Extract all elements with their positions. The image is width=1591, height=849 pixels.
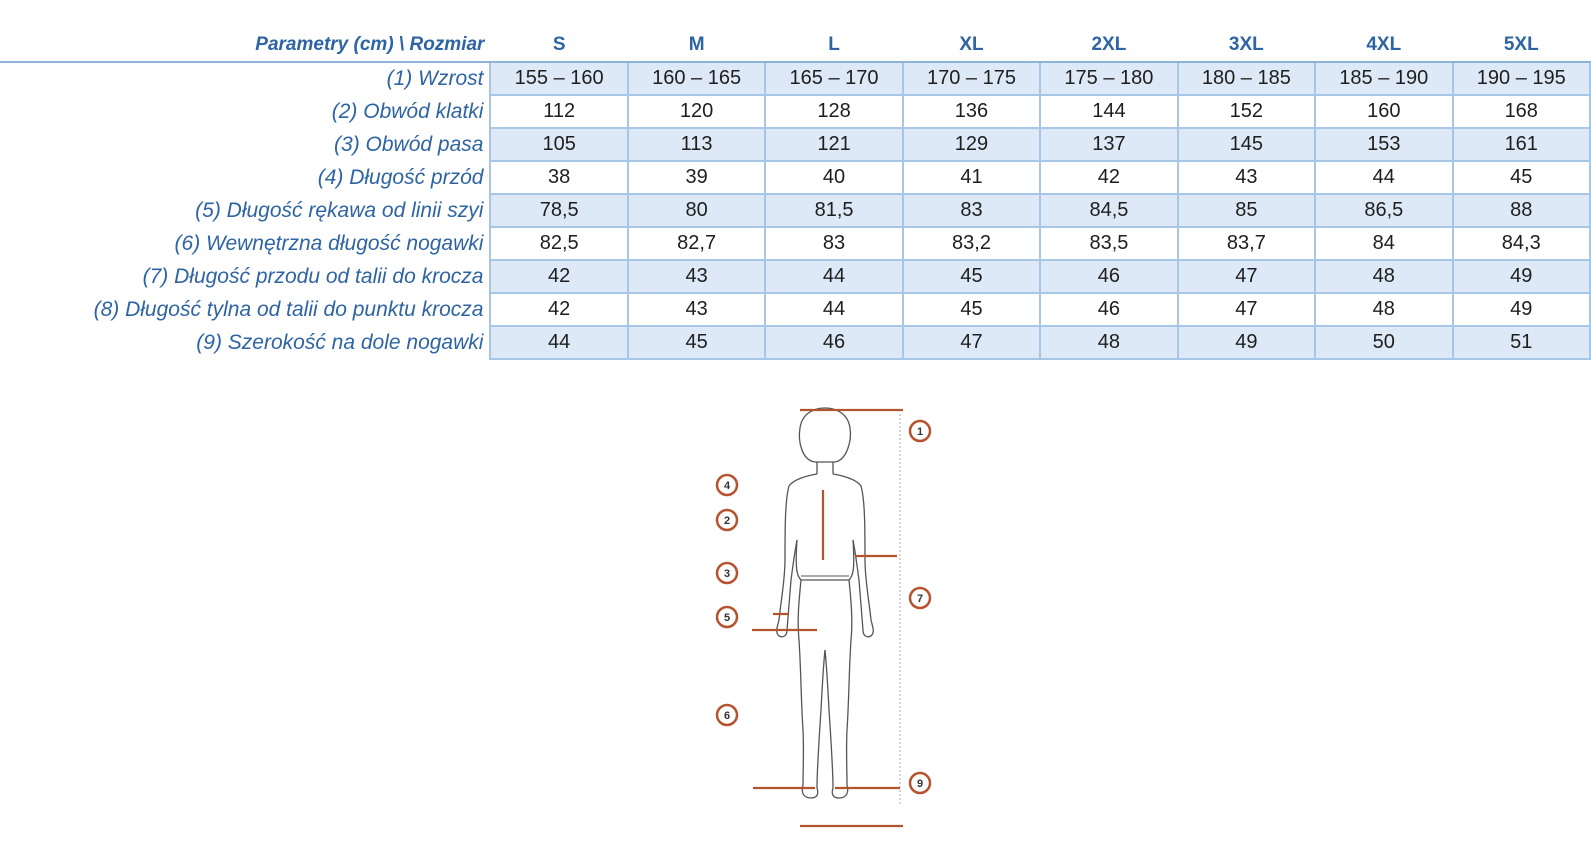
measurement-lines (752, 410, 903, 826)
size-chart (0, 29, 1591, 360)
size-table (0, 29, 1591, 360)
table-cell: 47 (903, 326, 1040, 359)
table-cell: 153 (1315, 128, 1452, 161)
table-row (0, 95, 1590, 128)
table-cell: 84 (1315, 227, 1452, 260)
table-row (0, 62, 1590, 95)
table-cell: 43 (628, 293, 765, 326)
table-cell: 43 (628, 260, 765, 293)
row-label: (3) Obwód pasa (334, 132, 484, 156)
table-cell: 43 (1178, 161, 1315, 194)
table-row (0, 128, 1590, 161)
table-row (0, 260, 1590, 293)
table-cell: 165 – 170 (765, 62, 902, 95)
marker-1 (910, 421, 930, 441)
table-row (0, 194, 1590, 227)
table-cell: 38 (490, 161, 627, 194)
size-header-m: M (628, 29, 765, 62)
table-cell: 144 (1040, 95, 1177, 128)
size-header-5xl: 5XL (1453, 29, 1590, 62)
table-cell: 51 (1453, 326, 1590, 359)
table-cell: 41 (903, 161, 1040, 194)
table-cell: 50 (1315, 326, 1452, 359)
table-cell: 190 – 195 (1453, 62, 1590, 95)
body-measurement-figure (705, 400, 965, 840)
row-label: (2) Obwód klatki (331, 99, 484, 123)
marker-9 (910, 773, 930, 793)
table-cell: 128 (765, 95, 902, 128)
table-cell: 137 (1040, 128, 1177, 161)
table-cell: 129 (903, 128, 1040, 161)
table-cell: 48 (1315, 260, 1452, 293)
table-cell: 120 (628, 95, 765, 128)
table-cell: 44 (490, 326, 627, 359)
table-cell: 48 (1315, 293, 1452, 326)
human-body-outline (777, 408, 874, 798)
table-cell: 160 – 165 (628, 62, 765, 95)
table-cell: 48 (1040, 326, 1177, 359)
table-cell: 46 (765, 326, 902, 359)
table-cell: 44 (1315, 161, 1452, 194)
table-cell: 81,5 (765, 194, 902, 227)
table-cell: 85 (1178, 194, 1315, 227)
size-header-2xl: 2XL (1040, 29, 1177, 62)
marker-1-label: 1 (916, 426, 924, 438)
table-row (0, 227, 1590, 260)
table-cell: 170 – 175 (903, 62, 1040, 95)
row-label: (5) Długość rękawa od linii szyi (195, 198, 484, 222)
table-cell: 49 (1178, 326, 1315, 359)
table-cell: 46 (1040, 293, 1177, 326)
table-cell: 83,5 (1040, 227, 1177, 260)
table-cell: 42 (1040, 161, 1177, 194)
table-row (0, 326, 1590, 359)
table-cell: 42 (490, 260, 627, 293)
table-row (0, 293, 1590, 326)
table-cell: 49 (1453, 293, 1590, 326)
table-cell: 84,3 (1453, 227, 1590, 260)
table-cell: 160 (1315, 95, 1452, 128)
table-cell: 45 (903, 260, 1040, 293)
table-cell: 49 (1453, 260, 1590, 293)
marker-6-label: 6 (723, 710, 731, 722)
table-cell: 45 (903, 293, 1040, 326)
size-header-row (0, 29, 1590, 62)
measurement-markers (717, 421, 930, 793)
table-cell: 47 (1178, 260, 1315, 293)
table-cell: 88 (1453, 194, 1590, 227)
row-label: (9) Szerokość na dole nogawki (196, 330, 484, 354)
row-label: (8) Długość tylna od talii do punktu krocza (93, 297, 484, 321)
marker-2 (717, 510, 737, 530)
table-cell: 136 (903, 95, 1040, 128)
row-label: (7) Długość przodu od talii do krocza (142, 264, 484, 288)
size-header-4xl: 4XL (1315, 29, 1452, 62)
table-cell: 84,5 (1040, 194, 1177, 227)
table-cell: 82,7 (628, 227, 765, 260)
table-cell: 168 (1453, 95, 1590, 128)
marker-6 (717, 705, 737, 725)
table-cell: 80 (628, 194, 765, 227)
table-cell: 152 (1178, 95, 1315, 128)
size-header-s: S (490, 29, 627, 62)
table-cell: 40 (765, 161, 902, 194)
row-label: (4) Długość przód (317, 165, 484, 189)
table-cell: 105 (490, 128, 627, 161)
table-cell: 47 (1178, 293, 1315, 326)
table-cell: 113 (628, 128, 765, 161)
marker-2-label: 2 (723, 515, 731, 527)
marker-4-label: 4 (723, 480, 731, 492)
table-cell: 44 (765, 293, 902, 326)
table-cell: 185 – 190 (1315, 62, 1452, 95)
table-cell: 180 – 185 (1178, 62, 1315, 95)
table-cell: 39 (628, 161, 765, 194)
size-header-3xl: 3XL (1178, 29, 1315, 62)
size-table-body (0, 62, 1590, 359)
table-cell: 145 (1178, 128, 1315, 161)
table-cell: 78,5 (490, 194, 627, 227)
table-header-label: Parametry (cm) \ Rozmiar (0, 29, 490, 62)
table-cell: 86,5 (1315, 194, 1452, 227)
marker-7 (910, 588, 930, 608)
table-cell: 45 (1453, 161, 1590, 194)
marker-5-label: 5 (723, 612, 731, 624)
table-cell: 46 (1040, 260, 1177, 293)
row-label: (6) Wewnętrzna długość nogawki (174, 231, 484, 255)
marker-3 (717, 563, 737, 583)
table-cell: 42 (490, 293, 627, 326)
table-row (0, 161, 1590, 194)
marker-9-label: 9 (916, 778, 924, 790)
table-cell: 121 (765, 128, 902, 161)
table-cell: 83,7 (1178, 227, 1315, 260)
table-cell: 112 (490, 95, 627, 128)
table-cell: 45 (628, 326, 765, 359)
size-header-l: L (765, 29, 902, 62)
table-cell: 83 (765, 227, 902, 260)
table-cell: 44 (765, 260, 902, 293)
table-cell: 83 (903, 194, 1040, 227)
row-label: (1) Wzrost (386, 67, 484, 90)
marker-4 (717, 475, 737, 495)
table-cell: 161 (1453, 128, 1590, 161)
size-header-xl: XL (903, 29, 1040, 62)
marker-7-label: 7 (916, 593, 924, 605)
table-cell: 82,5 (490, 227, 627, 260)
table-cell: 83,2 (903, 227, 1040, 260)
table-cell: 155 – 160 (490, 62, 627, 95)
marker-3-label: 3 (723, 568, 731, 580)
marker-5 (717, 607, 737, 627)
table-cell: 175 – 180 (1040, 62, 1177, 95)
